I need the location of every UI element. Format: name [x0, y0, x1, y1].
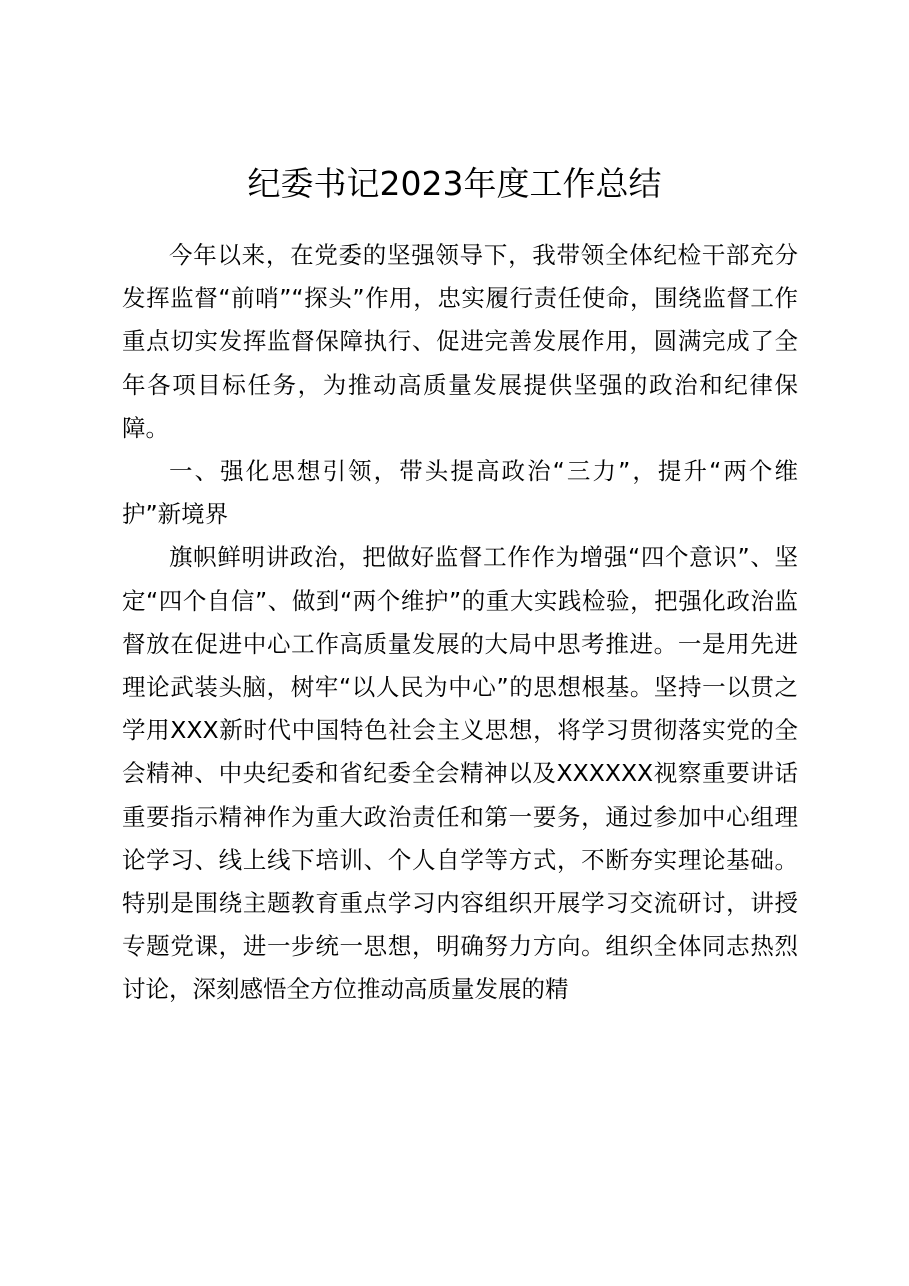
intro-paragraph: 今年以来，在党委的坚强领导下，我带领全体纪检干部充分发挥监督“前哨”“探头”作用，忠实履行责任使命，围绕监督工作重点切实发挥监督保障执行、促进完善发展作用，圆满完成了全年各项目标任务，为推动高质量发展提供坚强的政治和纪律保障。 — [122, 241, 798, 442]
document-title: 纪委书记2023年度工作总结 — [247, 164, 662, 203]
section-heading-1: 一、强化思想引领，带头提高政治“三力”，提升“两个维护”新境界 — [122, 457, 798, 529]
section-1-paragraph: 旗帜鲜明讲政治，把做好监督工作作为增强“四个意识”、坚定“四个自信”、做到“两个维护”的重大实践检验，把强化政治监督放在促进中心工作高质量发展的大局中思考推进。一是用先进理论武装头脑，树牢“以人民为中心”的思想根基。坚持一以贯之学用XXX新时代中国特色社会主义思想，将学习贯彻落实党的全会精神、中央纪委和省纪委全会精神以及XXXXXX视察重要讲话重要指示精神作为重大政治责任和第一要务，通过参加中心组理论学习、线上线下培训、个人自学等方式，不断夯实理论基础。特别是围绕主题教育重点学习内容组织开展学习交流研讨，讲授专题党课，进一步统一思想，明确努力方向。组织全体同志热烈讨论，深刻感悟全方位推动高质量发展的精 — [122, 543, 798, 1004]
document-body — [122, 234, 798, 1012]
